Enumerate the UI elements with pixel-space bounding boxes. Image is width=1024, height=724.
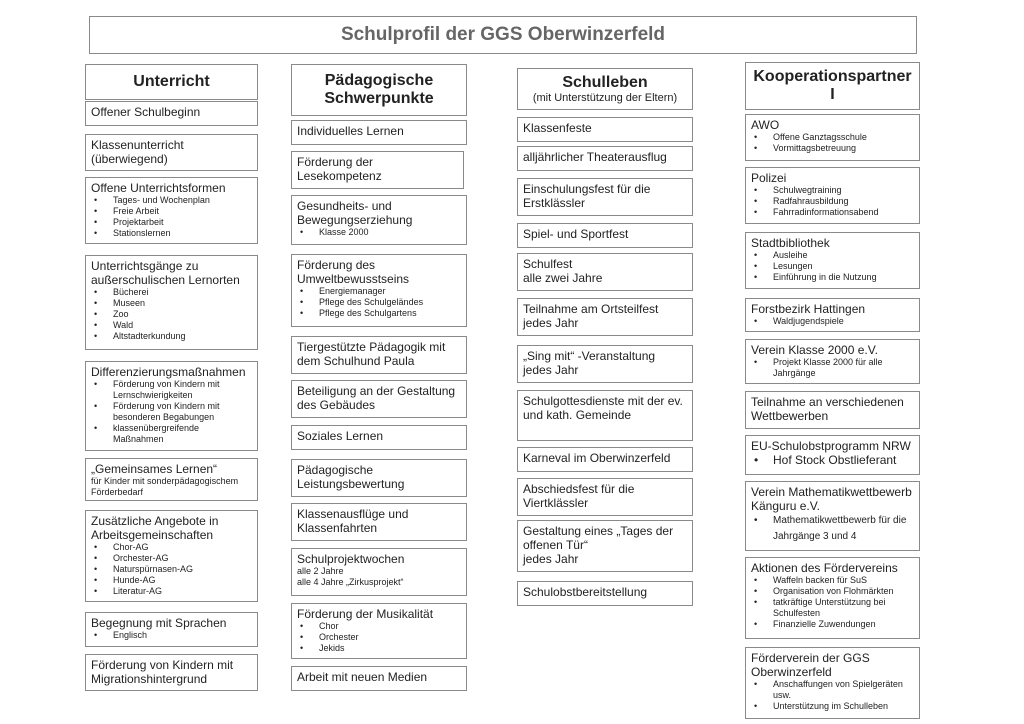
box-title: Förderverein der GGS Oberwinzerfeld xyxy=(751,651,870,679)
list-item: • Altstadterkundung xyxy=(91,331,252,342)
box-schulfest xyxy=(517,253,693,291)
list-item: • Organisation von Flohmärkten xyxy=(751,586,914,597)
box-title: Teilnahme am Ortsteilfest xyxy=(523,302,659,316)
box-klasse-2000 xyxy=(745,339,920,384)
list-item: • Energiemanager xyxy=(297,286,461,297)
box-title: Klassenunterricht (überwiegend) xyxy=(91,138,184,166)
list-item: • Förderung von Kindern mit besonderen Begabungen xyxy=(91,401,252,423)
box-title: Soziales Lernen xyxy=(297,429,384,443)
box-title: Förderung des Umweltbewusstseins xyxy=(297,258,410,286)
column-header-schulleben xyxy=(517,68,693,110)
list-item: • Schulwegtraining xyxy=(751,185,914,196)
box-title: Pädagogische Leistungsbewertung xyxy=(297,463,405,491)
list-item: • Orchester xyxy=(297,632,461,643)
box-schulprojektwochen xyxy=(291,548,467,596)
box-title: Differenzierungsmaßnahmen xyxy=(91,365,246,379)
box-title: Abschiedsfest für die Viertklässler xyxy=(523,482,635,510)
box-awo xyxy=(745,114,920,161)
list-item: • Chor xyxy=(297,621,461,632)
box-soziales-lernen xyxy=(291,425,467,450)
list-item: • Einführung in die Nutzung xyxy=(751,272,914,283)
box-klassenfeste xyxy=(517,117,693,142)
box-foerderverein xyxy=(745,647,920,719)
box-title: AWO xyxy=(751,118,780,132)
list-item: • Jekids xyxy=(297,643,461,654)
box-line2: alle zwei Jahre xyxy=(523,271,603,285)
box-line2: jedes Jahr xyxy=(523,552,579,566)
box-gestaltung-gebaeude xyxy=(291,380,467,418)
box-title: Förderung der Lesekompetenz xyxy=(297,155,382,183)
box-neue-medien xyxy=(291,666,467,691)
column-header-paedagogik xyxy=(291,64,467,116)
box-title: Gestaltung eines „Tages der offenen Tür“ xyxy=(523,524,674,552)
box-line2: jedes Jahr xyxy=(523,316,579,330)
box-einschulungsfest xyxy=(517,178,693,216)
box-title: Verein Klasse 2000 e.V. xyxy=(751,343,878,357)
box-leistungsbewertung xyxy=(291,459,467,497)
box-line2: jedes Jahr xyxy=(523,363,579,377)
list-item: • Bücherei xyxy=(91,287,252,298)
box-klassenunterricht xyxy=(85,134,258,171)
box-title: „Gemeinsames Lernen“ xyxy=(91,462,218,476)
box-eu-schulobst xyxy=(745,435,920,475)
box-theaterausflug xyxy=(517,146,693,171)
box-offene-unterrichtsformen xyxy=(85,177,258,244)
list-item: • Vormittagsbetreuung xyxy=(751,143,914,154)
list-item: • Lesungen xyxy=(751,261,914,272)
box-differenzierung xyxy=(85,361,258,451)
box-abschiedsfest xyxy=(517,478,693,516)
list-item: • Waldjugendspiele xyxy=(751,316,914,327)
box-title: Verein Mathematikwettbewerb Känguru e.V. xyxy=(751,485,912,513)
box-wettbewerbe xyxy=(745,391,920,429)
column-header-title: Pädagogische Schwerpunkte xyxy=(324,72,434,107)
box-karneval xyxy=(517,447,693,472)
list-item: • Ausleihe xyxy=(751,250,914,261)
list-item: • Projektarbeit xyxy=(91,217,252,228)
box-title: Offene Unterrichtsformen xyxy=(91,181,226,195)
column-header-subtitle: (mit Unterstützung der Eltern) xyxy=(532,91,678,104)
box-title: Schulobstbereitstellung xyxy=(523,585,648,599)
box-foerderverein-aktionen xyxy=(745,557,920,639)
box-title: Gesundheits- und Bewegungserziehung xyxy=(297,199,413,227)
box-note: alle 4 Jahre „Zirkusprojekt“ xyxy=(297,577,404,587)
box-umweltbewusstsein xyxy=(291,254,467,327)
box-gemeinsames-lernen xyxy=(85,458,258,501)
box-ortsteilfest xyxy=(517,298,693,336)
box-polizei xyxy=(745,167,920,224)
column-header-title: Kooperationspartner I xyxy=(753,68,912,103)
list-item: • Fahrradinformationsabend xyxy=(751,207,914,218)
list-item: • Förderung von Kindern mit Lernschwierigkeiten xyxy=(91,379,252,401)
box-stadtbibliothek xyxy=(745,232,920,289)
box-title: Forstbezirk Hattingen xyxy=(751,302,866,316)
box-title: Arbeit mit neuen Medien xyxy=(297,670,428,684)
box-tiergestuetzte-paedagogik xyxy=(291,336,467,374)
list-item: • Englisch xyxy=(91,630,252,641)
box-kaenguru xyxy=(745,481,920,551)
box-title: Klassenfeste xyxy=(523,121,592,135)
list-item: • klassenübergreifende Maßnahmen xyxy=(91,423,252,445)
box-tag-offene-tuer xyxy=(517,520,693,572)
list-item: • Wald xyxy=(91,320,252,331)
page-title: Schulprofil der GGS Oberwinzerfeld xyxy=(89,16,917,54)
list-item: • Anschaffungen von Spielgeräten usw. xyxy=(751,679,914,701)
box-title: Schulgottesdienste mit der ev. und kath. Gemeinde xyxy=(523,394,683,422)
box-title: Förderung von Kindern mit Migrationshintergrund xyxy=(91,658,234,686)
list-item: • Literatur-AG xyxy=(91,586,252,597)
column-header-kooperation xyxy=(745,62,920,110)
box-title: Zusätzliche Angebote in Arbeitsgemeinschaften xyxy=(91,514,219,542)
box-title: Beteiligung an der Gestaltung des Gebäudes xyxy=(297,384,456,412)
list-item: • Mathematikwettbewerb für die Jahrgänge 3 und 4 xyxy=(751,513,914,545)
box-arbeitsgemeinschaften xyxy=(85,510,258,602)
column-header-title: Unterricht xyxy=(133,73,210,90)
list-item: • Offene Ganztagsschule xyxy=(751,132,914,143)
box-title: Klassenausflüge und Klassenfahrten xyxy=(297,507,409,535)
box-title: „Sing mit“ -Veranstaltung xyxy=(523,349,656,363)
box-gesundheit-bewegung xyxy=(291,195,467,245)
box-title: Schulprojektwochen xyxy=(297,552,405,566)
box-title: Polizei xyxy=(751,171,787,185)
list-item: • Stationslernen xyxy=(91,228,252,239)
list-item: • Pflege des Schulgeländes xyxy=(297,297,461,308)
box-schulgottesdienste xyxy=(517,390,693,441)
box-title: Aktionen des Fördervereins xyxy=(751,561,898,575)
box-title: Schulfest xyxy=(523,257,573,271)
box-title: Stadtbibliothek xyxy=(751,236,830,250)
list-item: • Tages- und Wochenplan xyxy=(91,195,252,206)
list-item: • Hof Stock Obstlieferant xyxy=(751,453,914,468)
box-musikalitaet xyxy=(291,603,467,659)
box-title: Förderung der Musikalität xyxy=(297,607,434,621)
list-item: • Freie Arbeit xyxy=(91,206,252,217)
list-item: • Orchester-AG xyxy=(91,553,252,564)
box-title: Teilnahme an verschiedenen Wettbewerben xyxy=(751,395,904,423)
list-item: • Waffeln backen für SuS xyxy=(751,575,914,586)
list-item: • Hunde-AG xyxy=(91,575,252,586)
box-forstbezirk xyxy=(745,298,920,332)
box-spiel-sportfest xyxy=(517,223,693,248)
box-title: Individuelles Lernen xyxy=(297,124,404,138)
column-header-unterricht xyxy=(85,64,258,100)
box-klassenausfluege xyxy=(291,503,467,541)
box-note: für Kinder mit sonderpädagogischem Förderbedarf xyxy=(91,476,239,497)
list-item: • Naturspürnasen-AG xyxy=(91,564,252,575)
box-individuelles-lernen xyxy=(291,120,467,145)
box-title: Spiel- und Sportfest xyxy=(523,227,629,241)
box-title: EU-Schulobstprogramm NRW xyxy=(751,439,911,453)
list-item: • Finanzielle Zuwendungen xyxy=(751,619,914,630)
box-begegnung-sprachen xyxy=(85,612,258,647)
box-title: Begegnung mit Sprachen xyxy=(91,616,227,630)
box-migrationshintergrund xyxy=(85,654,258,691)
box-lesekompetenz xyxy=(291,151,464,189)
list-item: • Klasse 2000 xyxy=(297,227,461,238)
box-title: Karneval im Oberwinzerfeld xyxy=(523,451,671,465)
column-header-title: Schulleben xyxy=(562,73,648,91)
list-item: • Projekt Klasse 2000 für alle Jahrgänge xyxy=(751,357,914,379)
list-item: • tatkräftige Unterstützung bei Schulfesten xyxy=(751,597,914,619)
box-unterrichtsgaenge xyxy=(85,255,258,350)
list-item: • Zoo xyxy=(91,309,252,320)
box-offener-schulbeginn xyxy=(85,101,258,126)
box-title: Einschulungsfest für die Erstklässler xyxy=(523,182,651,210)
list-item: • Unterstützung im Schulleben xyxy=(751,701,914,712)
box-title: Unterrichtsgänge zu außerschulischen Lernorten xyxy=(91,259,240,287)
box-sing-mit xyxy=(517,345,693,383)
box-note: alle 2 Jahre xyxy=(297,566,344,576)
box-title: alljährlicher Theaterausflug xyxy=(523,150,667,164)
box-title: Offener Schulbeginn xyxy=(91,105,201,119)
box-title: Tiergestützte Pädagogik mit dem Schulhund Paula xyxy=(297,340,446,368)
list-item: • Museen xyxy=(91,298,252,309)
list-item: • Chor-AG xyxy=(91,542,252,553)
list-item: • Pflege des Schulgartens xyxy=(297,308,461,319)
list-item: • Radfahrausbildung xyxy=(751,196,914,207)
box-schulobst xyxy=(517,581,693,606)
